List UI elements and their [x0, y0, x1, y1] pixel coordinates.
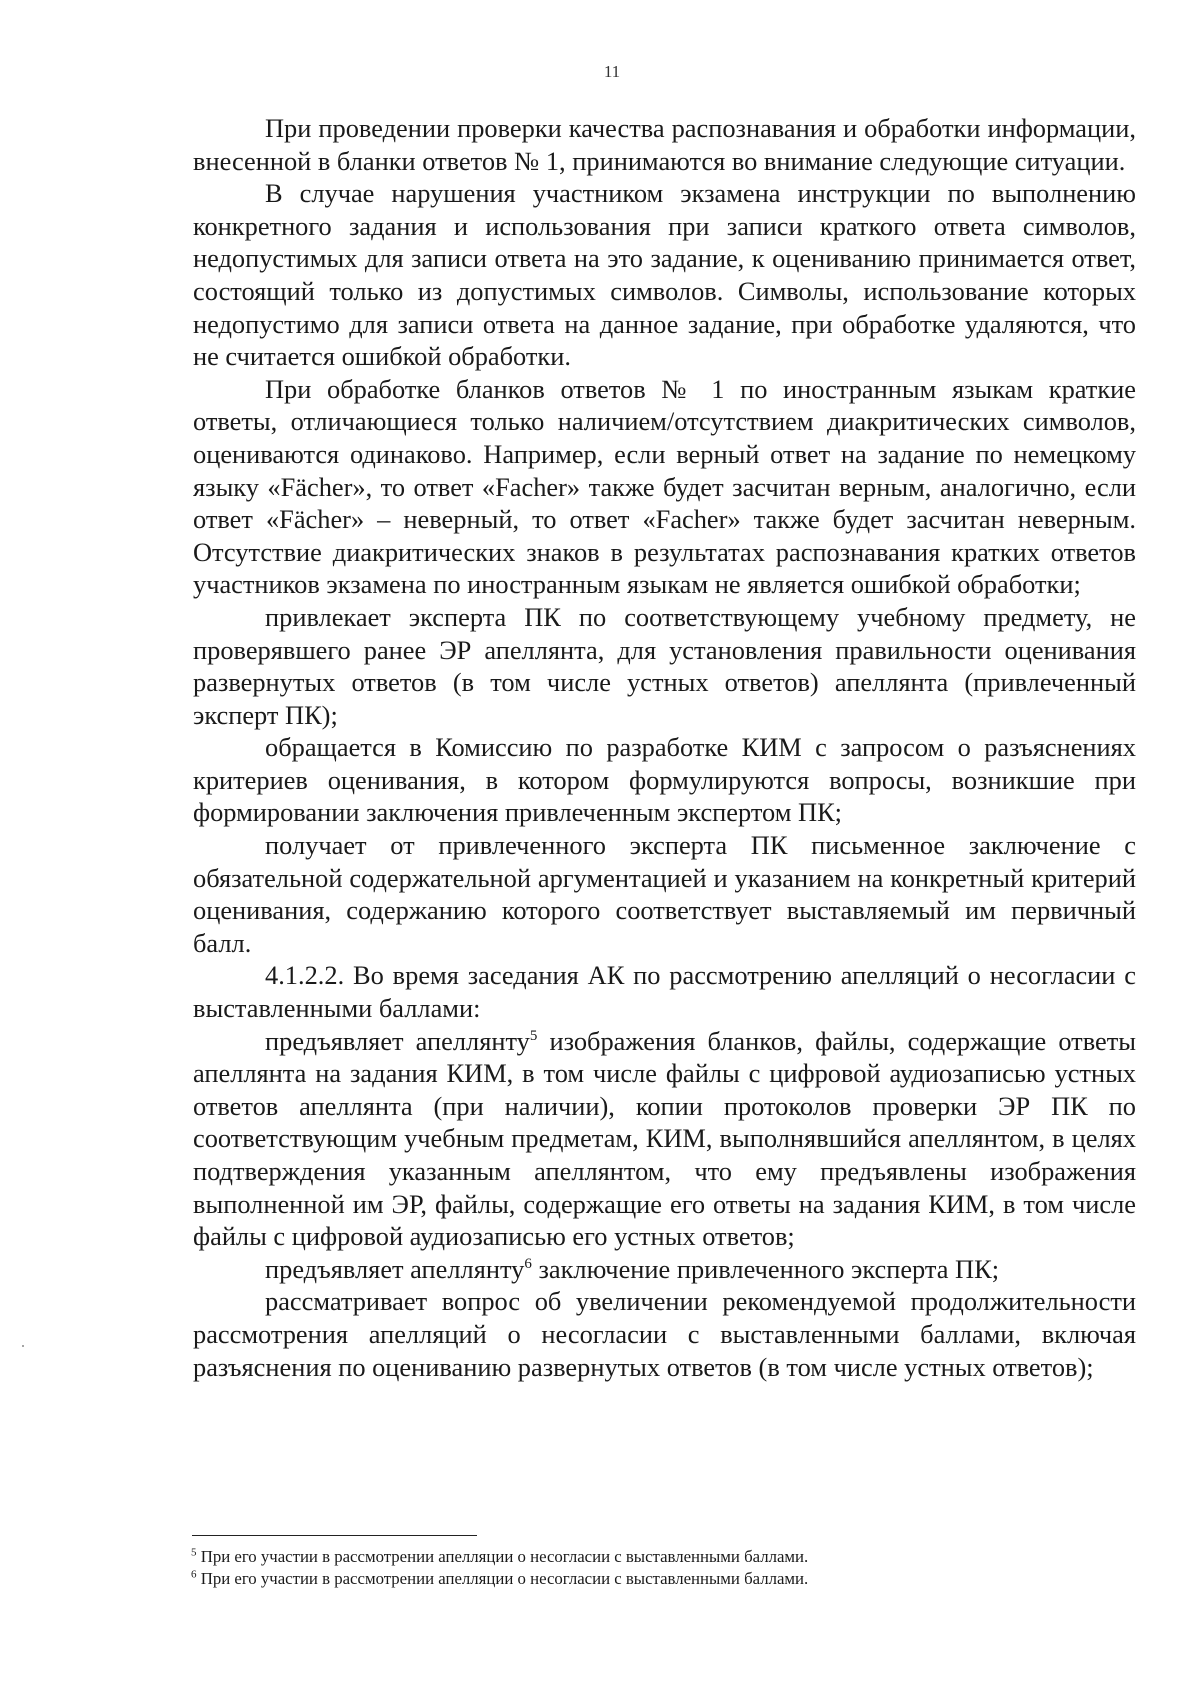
footnote-separator — [192, 1535, 477, 1536]
scan-speck — [22, 1345, 24, 1347]
paragraph-commission-request: обращается в Комиссию по разработке КИМ с запросом о разъяснениях критериев оценивания, в котором формулируются вопросы, возникшие при формировании заключения привлеченным экспертом ПК; — [193, 732, 1136, 828]
paragraph-expert-conclusion: получает от привлеченного эксперта ПК письменное заключение с обязательной содержательной аргументацией и указанием на конкретный критерий оценивания, содержанию которого соответствует выставляемый им первичный балл. — [193, 830, 1136, 958]
footnote-6-mark: 6 — [191, 1568, 197, 1581]
paragraph-quality-check: При проведении проверки качества распознавания и обработки информации, внесенной в бланки ответов № 1, принимаются во внимание следующие ситуации. — [193, 113, 1136, 176]
footnote-ref-5: 5 — [529, 1027, 538, 1044]
paragraph-present-materials-start: предъявляет апеллянту — [265, 1025, 530, 1056]
footnote-5-mark: 5 — [191, 1546, 197, 1559]
footnotes — [191, 1546, 1141, 1590]
footnote-5-text: При его участии в рассмотрении апелляции о несогласии с выставленными баллами. — [196, 1547, 809, 1566]
paragraph-present-conclusion-start: предъявляет апеллянту — [265, 1253, 525, 1284]
paragraph-extend-duration: рассматривает вопрос об увеличении рекомендуемой продолжительности рассмотрения апелляций о несогласии с выставленными баллами, включая разъяснения по оцениванию развернутых ответов (в том числе устных ответов); — [193, 1286, 1136, 1382]
document-body — [193, 112, 1136, 1383]
paragraph-present-conclusion-rest: заключение привлеченного эксперта ПК; — [531, 1253, 1000, 1284]
page-number: 11 — [603, 62, 621, 81]
paragraph-section-4-1-2-2: 4.1.2.2. Во время заседания АК по рассмотрению апелляций о несогласии с выставленными баллами: — [193, 960, 1136, 1024]
footnote-6 — [191, 1568, 1141, 1590]
paragraph-invalid-symbols: В случае нарушения участником экзамена инструкции по выполнению конкретного задания и использования при записи краткого ответа символов, недопустимых для записи ответа на это задание, к оцениванию принимается ответ, состоящий только из допустимых символов. Символы, использование которых недопустимо для записи ответа на данное задание, при обработке удаляются, что не считается ошибкой обработки. — [193, 178, 1136, 372]
paragraph-involve-expert: привлекает эксперта ПК по соответствующему учебному предмету, не проверявшего ранее ЭР апеллянта, для установления правильности оценивания развернутых ответов (в том числе устных ответов) апеллянта (привлеченный эксперт ПК); — [193, 601, 1136, 730]
footnote-ref-6: 6 — [524, 1255, 532, 1272]
paragraph-present-materials-rest: изображения бланков, файлы, содержащие ответы апеллянта на задания КИМ, в том числе файлы с цифровой аудиозаписью устных ответов апеллянта (при наличии), копии протоколов проверки ЭР ПК по соответствующим учебным предметам, КИМ, выполнявшийся апеллянтом, в целях подтверждения указанным апеллянтом, что ему предъявлены изображения выполненной им ЭР, файлы, содержащие его ответы на задания КИМ, в том числе файлы с цифровой аудиозаписью его устных ответов; — [193, 1025, 1136, 1252]
footnote-5 — [191, 1546, 1141, 1568]
paragraph-foreign-languages: При обработке бланков ответов № 1 по иностранным языкам краткие ответы, отличающиеся только наличием/отсутствием диакритических символов, оцениваются одинаково. Например, если верный ответ на задание по немецкому языку «Fächer», то ответ «Facher» также будет засчитан верным, аналогично, если ответ «Fächer» – неверный, то ответ «Facher» также будет засчитан неверным. Отсутствие диакритических знаков в результатах распознавания кратких ответов участников экзамена по иностранным языкам не является ошибкой обработки; — [193, 373, 1136, 600]
paragraph-present-conclusion — [193, 1253, 1136, 1286]
footnote-6-text: При его участии в рассмотрении апелляции о несогласии с выставленными баллами. — [196, 1569, 809, 1588]
paragraph-present-materials — [193, 1025, 1136, 1253]
